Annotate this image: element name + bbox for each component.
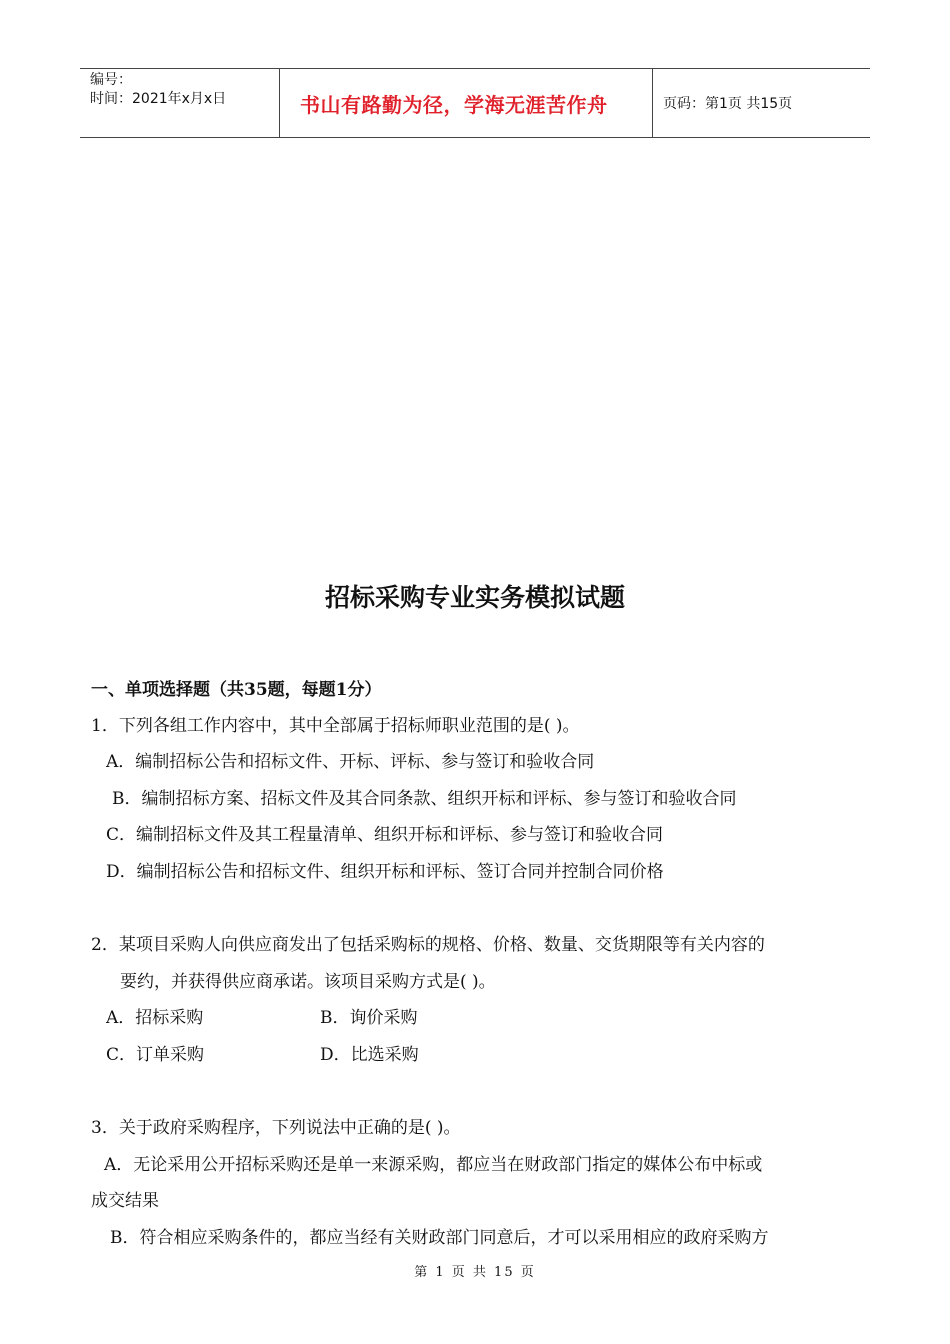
document-title: 招标采购专业实务模拟试题 bbox=[324, 583, 625, 612]
question-2-option-d: D．比选采购 bbox=[320, 1045, 419, 1065]
question-1-option-c: C．编制招标文件及其工程量清单、组织开标和评标、参与签订和验收合同 bbox=[106, 825, 664, 845]
question-1-option-d: D．编制招标公告和招标文件、组织开标和评标、签订合同并控制合同价格 bbox=[106, 862, 664, 882]
header-page-info: 页码：第1页 共15页 bbox=[663, 96, 793, 112]
header-meta bbox=[80, 69, 280, 137]
section-heading-single-choice: 一、单项选择题（共35题，每题1分） bbox=[91, 680, 382, 700]
question-1-option-b: B．编制招标方案、招标文件及其合同条款、组织开标和评标、参与签订和验收合同 bbox=[112, 789, 737, 809]
document-number-label: 编号： bbox=[90, 72, 132, 88]
question-2-stem-line2: 要约，并获得供应商承诺。该项目采购方式是( )。 bbox=[120, 972, 496, 992]
header-motto: 书山有路勤为径，学海无涯苦作舟 bbox=[280, 69, 653, 137]
question-1-option-a: A．编制招标公告和招标文件、开标、评标、参与签订和验收合同 bbox=[106, 752, 595, 772]
question-2-option-b: B．询价采购 bbox=[320, 1008, 418, 1028]
page-header bbox=[80, 68, 870, 138]
question-3-stem: 3．关于政府采购程序，下列说法中正确的是( )。 bbox=[91, 1118, 461, 1138]
question-2-stem-line1: 2．某项目采购人向供应商发出了包括采购标的规格、价格、数量、交货期限等有关内容的 bbox=[91, 935, 765, 955]
question-3-option-b-line1: B．符合相应采购条件的，都应当经有关财政部门同意后，才可以采用相应的政府采购方 bbox=[110, 1228, 769, 1248]
question-3-option-a-line1: A．无论采用公开招标采购还是单一来源采购，都应当在财政部门指定的媒体公布中标或 bbox=[104, 1155, 763, 1175]
question-1-stem: 1．下列各组工作内容中，其中全部属于招标师职业范围的是( )。 bbox=[91, 716, 580, 736]
question-2-option-a: A．招标采购 bbox=[106, 1008, 204, 1028]
question-3-option-a-line2: 成交结果 bbox=[91, 1191, 159, 1211]
question-2-option-c: C．订单采购 bbox=[106, 1045, 205, 1065]
document-time-label: 时间：2021年x月x日 bbox=[90, 91, 227, 107]
page-footer: 第 1 页 共 15 页 bbox=[414, 1265, 536, 1280]
